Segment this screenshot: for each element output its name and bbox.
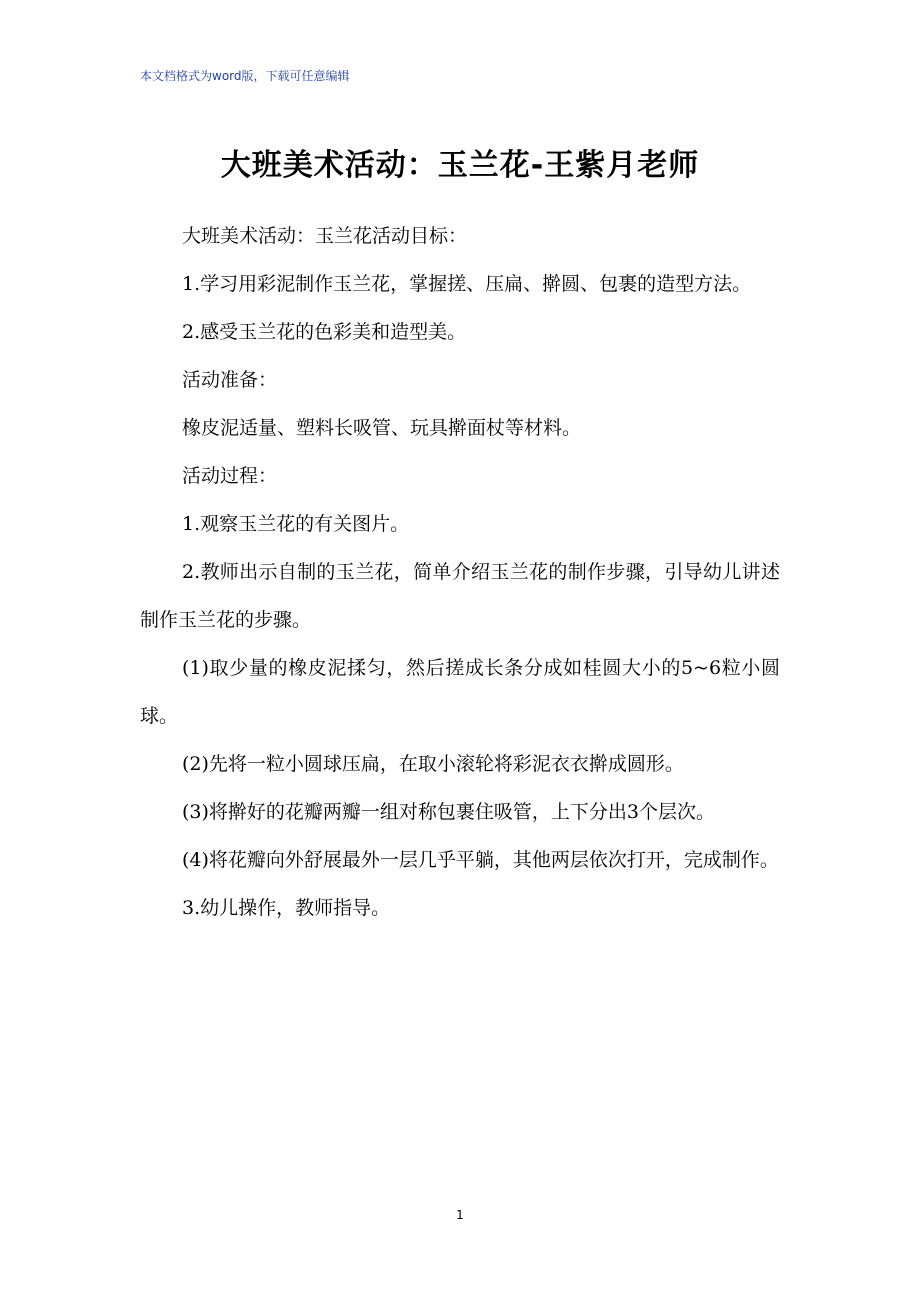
paragraph-process-heading: 活动过程： — [182, 465, 278, 487]
paragraph-step-1: 1.观察玉兰花的有关图片。 — [182, 513, 410, 535]
page-number: 1 — [456, 1208, 464, 1222]
header-note: 本文档格式为word版，下载可任意编辑 — [140, 69, 350, 83]
document-body — [140, 212, 780, 932]
paragraph-goal-1: 1.学习用彩泥制作玉兰花，掌握搓、压扁、擀圆、包裹的造型方法。 — [182, 273, 752, 295]
paragraph-step-3: 3.幼儿操作，教师指导。 — [182, 897, 391, 919]
paragraph-goal-2: 2.感受玉兰花的色彩美和造型美。 — [182, 321, 467, 343]
paragraph-substep-1: (1)取少量的橡皮泥揉匀，然后搓成长条分成如桂圆大小的5~6粒小圆球。 — [140, 657, 780, 727]
paragraph-activity-goals-heading: 大班美术活动：玉兰花活动目标： — [182, 225, 468, 247]
paragraph-step-2: 2.教师出示自制的玉兰花，简单介绍玉兰花的制作步骤，引导幼儿讲述制作玉兰花的步骤。 — [140, 561, 780, 631]
paragraph-substep-2: (2)先将一粒小圆球压扁，在取小滚轮将彩泥衣衣擀成圆形。 — [182, 753, 684, 775]
paragraph-preparation-heading: 活动准备： — [182, 369, 278, 391]
paragraph-substep-4: (4)将花瓣向外舒展最外一层几乎平躺，其他两层依次打开，完成制作。 — [182, 849, 779, 871]
document-title: 大班美术活动：玉兰花-王紫月老师 — [220, 148, 700, 183]
paragraph-substep-3: (3)将擀好的花瓣两瓣一组对称包裹住吸管，上下分出3个层次。 — [182, 801, 716, 823]
paragraph-materials: 橡皮泥适量、塑料长吸管、玩具擀面杖等材料。 — [182, 417, 582, 439]
